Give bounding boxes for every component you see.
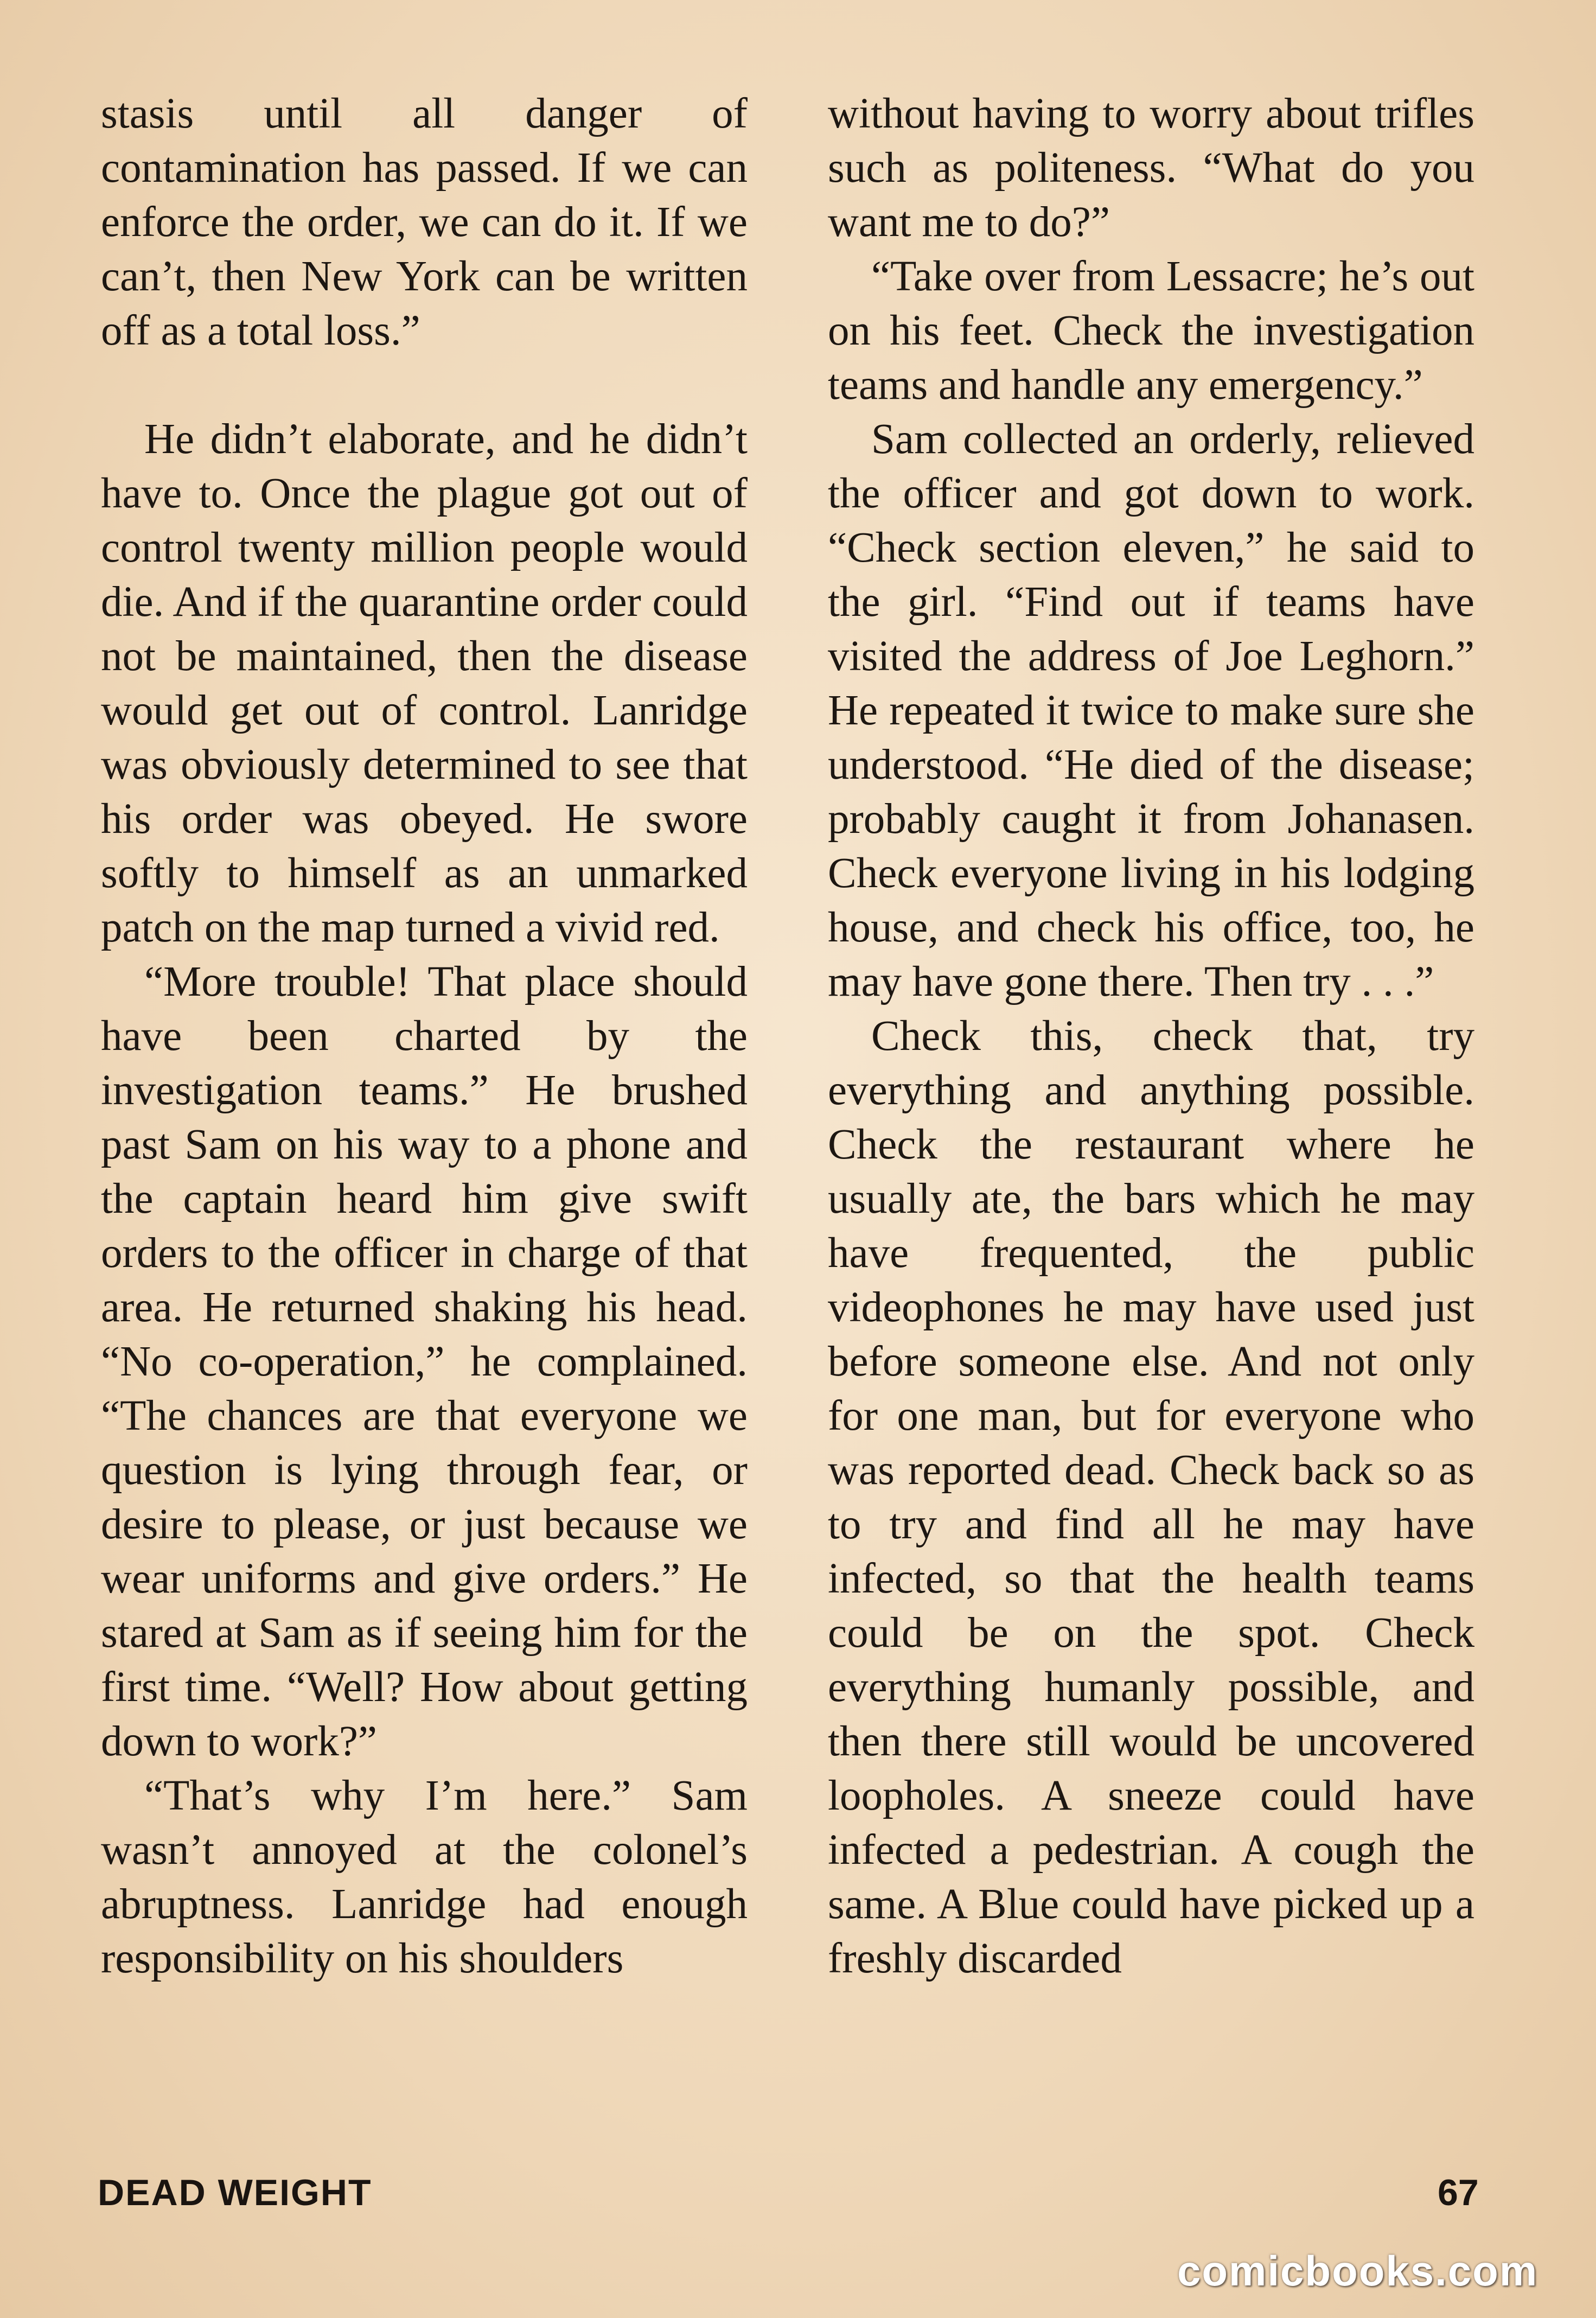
left-column: [101, 87, 748, 1986]
page-number: 67: [1438, 2172, 1479, 2213]
paragraph: Sam collected an orderly, relieved the officer and got down to work. “Check section eleven,” he said to the girl. “Find out if teams have visited the address of Joe Leghorn.” He repeated it twice to make sure she understood. “He died of the disease; probably caught it from Johanasen. Check everyone living in his lodging house, and check his office, too, he may have gone there. Then try . . .”: [828, 416, 1474, 1005]
watermark: comicbooks.com: [1177, 2247, 1538, 2295]
paragraph: stasis until all danger of contamination has passed. If we can enforce the order, we can do it. If we can’t, then New York can be written off as a total loss.”: [101, 90, 748, 354]
paragraph: Check this, check that, try everything and anything possible. Check the restaurant where he usually ate, the bars which he may have frequented, the public videophones he may have used just before someone else. And not only for one man, but for everyone who was reported dead. Check back so as to try and find all he may have infected, so that the health teams could be on the spot. Check everything humanly possible, and then there still would be uncovered loopholes. A sneeze could have infected a pedestrian. A cough the same. A Blue could have picked up a freshly discarded: [828, 1012, 1474, 1982]
right-column: [828, 87, 1474, 1986]
paragraph: He didn’t elaborate, and he didn’t have to. Once the plague got out of control twenty million people would die. And if the quarantine order could not be maintained, then the disease would get out of control. Lanridge was obviously determined to see that his order was obeyed. He swore softly to himself as an unmarked patch on the map turned a vivid red.: [101, 416, 748, 951]
paragraph: “More trouble! That place should have been charted by the investigation teams.” He brushed past Sam on his way to a phone and the captain heard him give swift orders to the officer in charge of that area. He returned shaking his head. “No co-operation,” he complained. “The chances are that everyone we question is lying through fear, or desire to please, or just because we wear uniforms and give orders.” He stared at Sam as if seeing him for the first time. “Well? How about getting down to work?”: [101, 958, 748, 1765]
paragraph: “That’s why I’m here.” Sam wasn’t annoyed at the colonel’s abruptness. Lanridge had enough responsibility on his shoulders: [101, 1772, 748, 1982]
paragraph: “Take over from Lessacre; he’s out on his feet. Check the investigation teams and handle any emergency.”: [828, 253, 1474, 409]
paragraph: without having to worry about trifles such as politeness. “What do you want me to do?”: [828, 90, 1474, 246]
running-title: DEAD WEIGHT: [98, 2172, 372, 2213]
